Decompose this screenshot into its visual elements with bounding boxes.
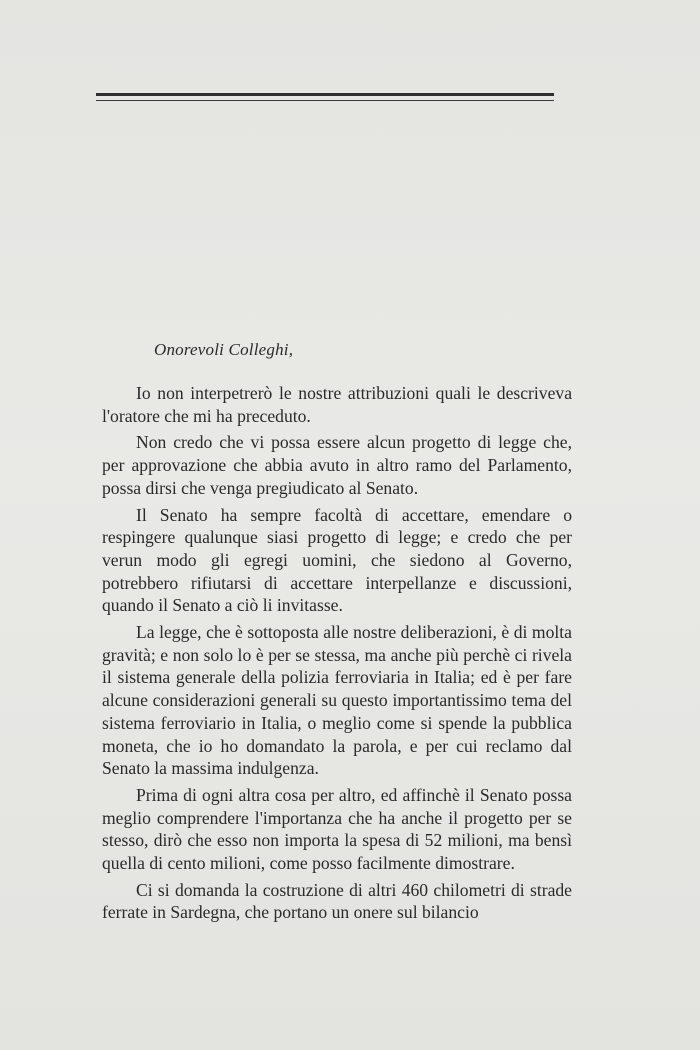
- paragraph: La legge, che è sottoposta alle nostre deliberazioni, è di molta gravità; e non solo lo è per se stessa, ma anche più perchè ci rivela il sistema generale della polizia ferroviaria in Italia; ed è per fare alcune considerazioni generali su questo importantissimo tema del sistema ferroviario in Italia, o meglio come si spende la pubblica moneta, che io ho domandato la parola, e per cui reclamo dal Senato la massima indulgenza.: [102, 622, 572, 779]
- salutation: Onorevoli Colleghi,: [154, 340, 294, 359]
- paragraph: Il Senato ha sempre facoltà di accettare, emendare o respingere qualunque siasi progetto di legge; e credo che per verun modo gli egregi uomini, che siedono al Governo, potrebbero rifiutarsi di accettare interpellanze e discussioni, quando il Senato a ciò li invitasse.: [102, 504, 572, 616]
- header-rule-thin: [96, 100, 554, 101]
- speech-body: [102, 382, 572, 928]
- paragraph: Non credo che vi possa essere alcun progetto di legge che, per approvazione che abbia avuto in altro ramo del Parlamento, possa dirsi che venga pregiudicato al Senato.: [102, 432, 572, 498]
- paragraph: Io non interpetrerò le nostre attribuzioni quali le descriveva l'oratore che mi ha preceduto.: [102, 383, 572, 426]
- header-rule-thick: [96, 93, 554, 96]
- paragraph: Prima di ogni altra cosa per altro, ed affinchè il Senato possa meglio comprendere l'importanza che ha anche il progetto per se stesso, dirò che esso non importa la spesa di 52 milioni, ma bensì quella di cento milioni, come posso facilmente dimostrare.: [102, 784, 572, 874]
- paragraph: Ci si domanda la costruzione di altri 460 chilometri di strade ferrate in Sardegna, che portano un onere sul bilancio: [102, 879, 572, 923]
